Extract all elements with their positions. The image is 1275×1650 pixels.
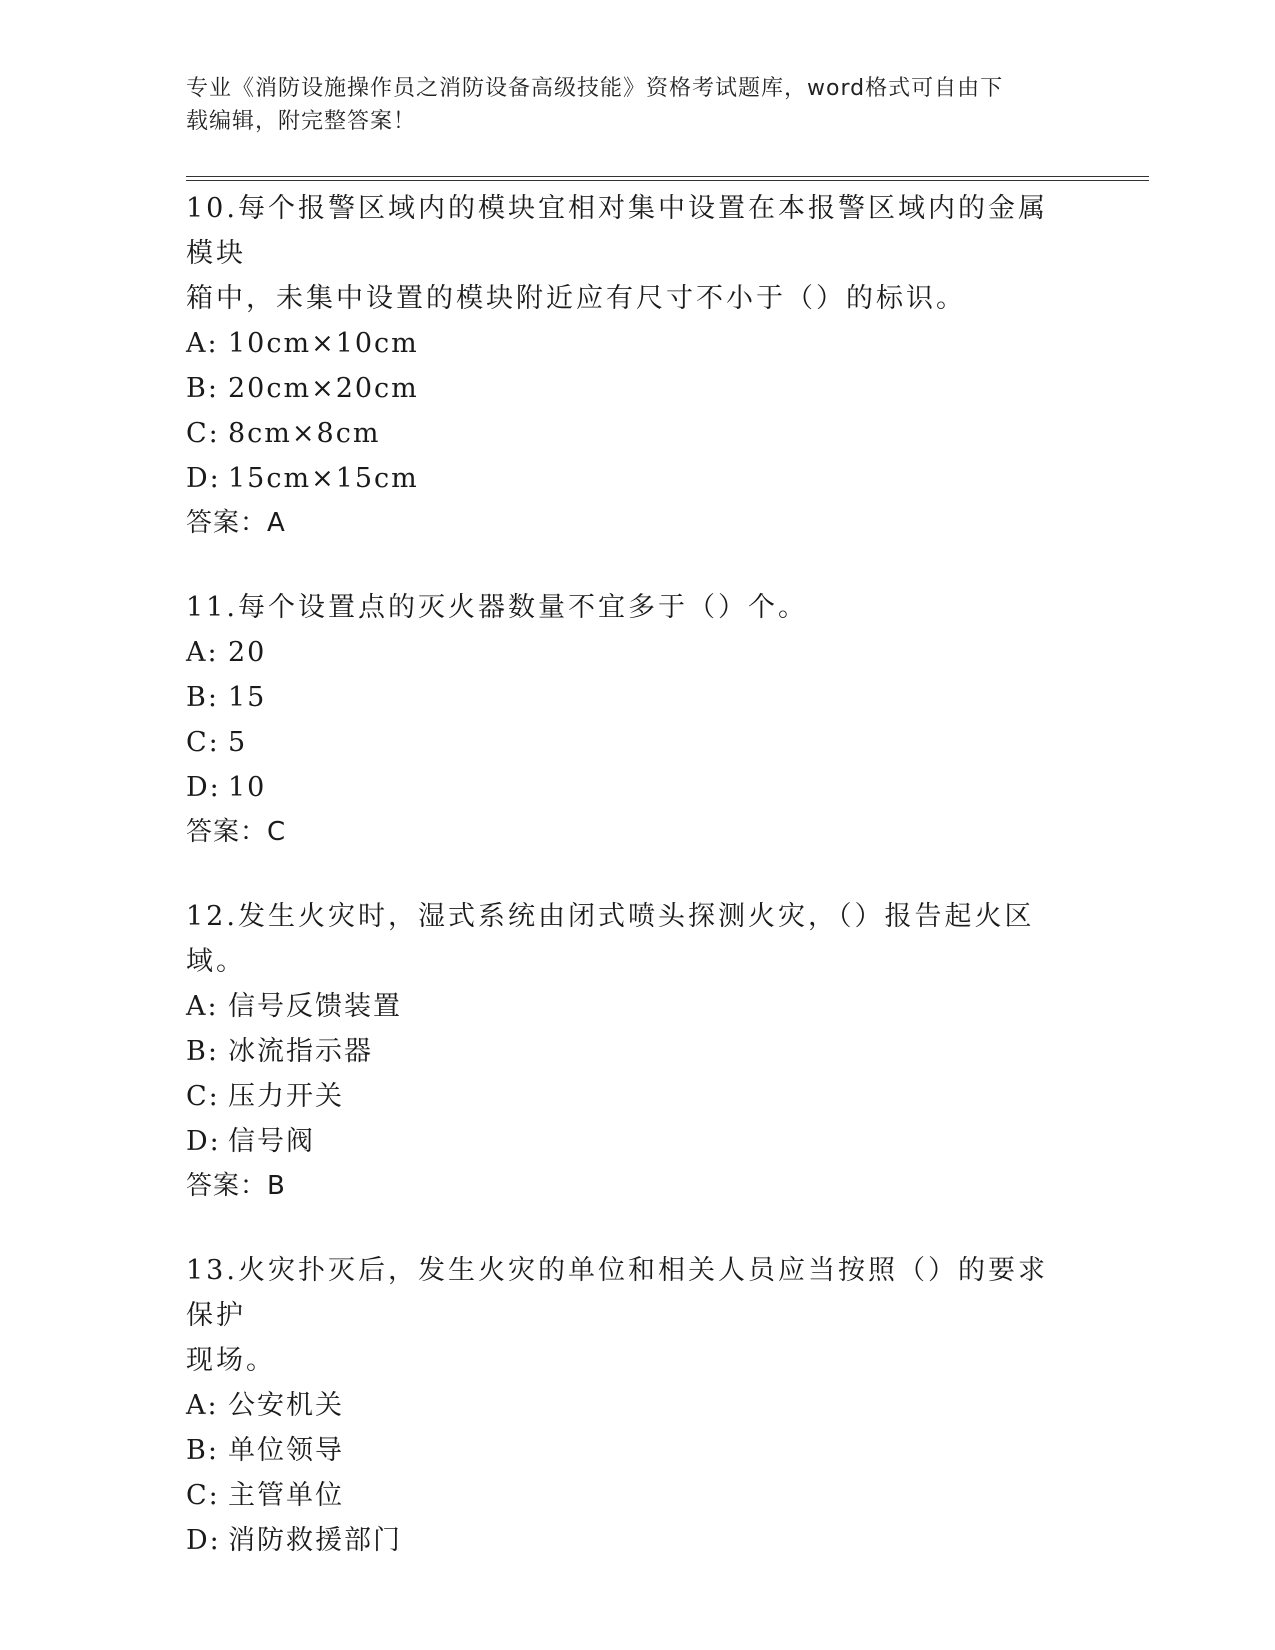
header-line-2: 载编辑，附完整答案！ (186, 109, 417, 134)
option-letter: D: (186, 463, 221, 494)
question-13 (186, 1248, 1076, 1563)
option-letter: A: (186, 637, 219, 668)
option-a (186, 321, 1076, 366)
question-stem-line-1: 13.火灾扑灭后，发生火灾的单位和相关人员应当按照（）的要求保护 (186, 1255, 1048, 1331)
question-stem-line-1: 12.发生火灾时，湿式系统由闭式喷头探测火灾，（）报告起火区域。 (186, 901, 1035, 977)
option-letter: B: (186, 1036, 219, 1067)
option-text: 10cm×10cm (228, 328, 419, 359)
answer-line: 答案：B (186, 1171, 286, 1201)
option-text: 20 (228, 637, 267, 668)
option-text: 5 (228, 727, 248, 758)
option-text: 15cm×15cm (228, 463, 419, 494)
question-stem-line-1: 11.每个设置点的灭火器数量不宜多于（）个。 (186, 592, 808, 623)
option-letter: B: (186, 373, 219, 404)
option-c (186, 720, 1076, 765)
option-text: 10 (228, 772, 267, 803)
option-text: 冰流指示器 (228, 1036, 373, 1067)
option-letter: C: (186, 727, 220, 758)
option-d (186, 456, 1076, 501)
question-list (186, 186, 1076, 1603)
header-line-1: 专业《消防设施操作员之消防设备高级技能》资格考试题库，word格式可自由下 (186, 76, 1004, 101)
option-text: 信号阀 (228, 1126, 315, 1157)
question-11 (186, 585, 1076, 854)
question-10 (186, 186, 1076, 545)
option-d (186, 1119, 1076, 1164)
option-letter: D: (186, 1126, 221, 1157)
option-d (186, 1518, 1076, 1563)
question-12 (186, 894, 1076, 1208)
option-text: 压力开关 (228, 1081, 344, 1112)
question-stem-line-2: 现场。 (186, 1345, 276, 1376)
option-letter: A: (186, 1390, 219, 1421)
option-b (186, 1428, 1076, 1473)
option-text: 信号反馈装置 (228, 991, 402, 1022)
option-letter: D: (186, 1525, 221, 1556)
answer-line: 答案：A (186, 508, 286, 538)
option-text: 15 (228, 682, 267, 713)
option-c (186, 1473, 1076, 1518)
option-c (186, 1074, 1076, 1119)
header-divider (186, 176, 1149, 181)
document-header (186, 72, 1066, 138)
option-letter: C: (186, 418, 220, 449)
option-c (186, 411, 1076, 456)
option-d (186, 765, 1076, 810)
option-letter: B: (186, 1435, 219, 1466)
option-letter: C: (186, 1081, 220, 1112)
option-letter: A: (186, 991, 219, 1022)
option-text: 公安机关 (228, 1390, 344, 1421)
option-a (186, 630, 1076, 675)
option-letter: A: (186, 328, 219, 359)
option-letter: B: (186, 682, 219, 713)
option-a (186, 1383, 1076, 1428)
option-text: 消防救援部门 (228, 1525, 402, 1556)
option-text: 8cm×8cm (228, 418, 381, 449)
question-stem-line-2: 箱中，未集中设置的模块附近应有尺寸不小于（）的标识。 (186, 283, 966, 314)
option-b (186, 1029, 1076, 1074)
option-text: 单位领导 (228, 1435, 344, 1466)
option-b (186, 366, 1076, 411)
option-text: 20cm×20cm (228, 373, 419, 404)
question-stem-line-1: 10.每个报警区域内的模块宜相对集中设置在本报警区域内的金属模块 (186, 193, 1048, 269)
option-a (186, 984, 1076, 1029)
option-b (186, 675, 1076, 720)
option-text: 主管单位 (228, 1480, 344, 1511)
answer-line: 答案：C (186, 817, 287, 847)
option-letter: C: (186, 1480, 220, 1511)
option-letter: D: (186, 772, 221, 803)
